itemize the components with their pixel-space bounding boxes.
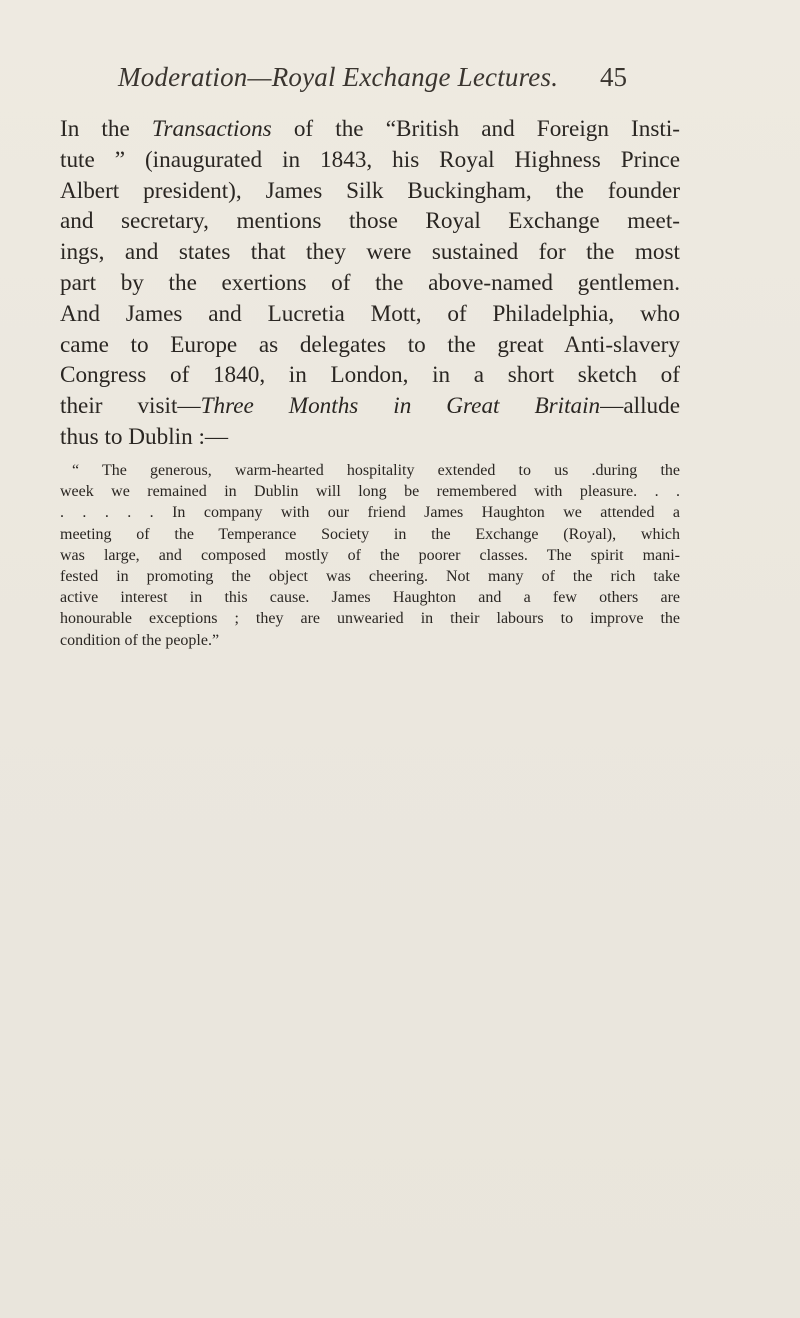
paragraph-line: Congress of 1840, in London, in a short sketch of: [60, 362, 680, 389]
quotation-line: week we remained in Dublin will long be remembered with pleasure. . .: [60, 483, 680, 501]
quotation-line: . . . . . In company with our friend James Haughton we attended a: [60, 504, 680, 522]
quotation-line: fested in promoting the object was cheering. Not many of the rich take: [60, 568, 680, 586]
paragraph-line: And James and Lucretia Mott, of Philadelphia, who: [60, 300, 680, 327]
block-quotation: [60, 460, 680, 651]
quotation-line: condition of the people.”: [60, 631, 220, 649]
paragraph-line: ings, and states that they were sustained for the most: [60, 239, 680, 266]
paragraph-line: their visit—Three Months in Great Britain—allude: [60, 393, 680, 420]
running-title: Moderation—Royal Exchange Lectures.: [118, 62, 559, 92]
italic-title: Transactions: [151, 116, 272, 142]
paragraph-line: tute ” (inaugurated in 1843, his Royal Highness Prince: [60, 146, 680, 173]
italic-title: Three Months in Great Britain: [200, 393, 601, 420]
paragraph-line: and secretary, mentions those Royal Exchange meet-: [60, 208, 680, 235]
quotation-line: was large, and composed mostly of the poorer classes. The spirit mani-: [60, 546, 680, 564]
quotation-line: active interest in this cause. James Haughton and a few others are: [60, 589, 680, 607]
quotation-line: “ The generous, warm-hearted hospitality extended to us .during the: [72, 462, 680, 479]
main-paragraph: [60, 114, 680, 453]
quotation-line: meeting of the Temperance Society in the Exchange (Royal), which: [60, 525, 680, 543]
paragraph-line: In the Transactions of the “British and Foreign Insti-: [60, 116, 680, 142]
paragraph-line: part by the exertions of the above-named gentlemen.: [60, 269, 680, 296]
page-number: 45: [600, 62, 627, 92]
paragraph-line: came to Europe as delegates to the great Anti-slavery: [60, 331, 680, 358]
quotation-line: honourable exceptions ; they are unwearied in their labours to improve the: [60, 610, 680, 628]
paragraph-line: thus to Dublin :—: [60, 423, 229, 450]
paragraph-line: Albert president), James Silk Buckingham, the founder: [60, 177, 680, 204]
